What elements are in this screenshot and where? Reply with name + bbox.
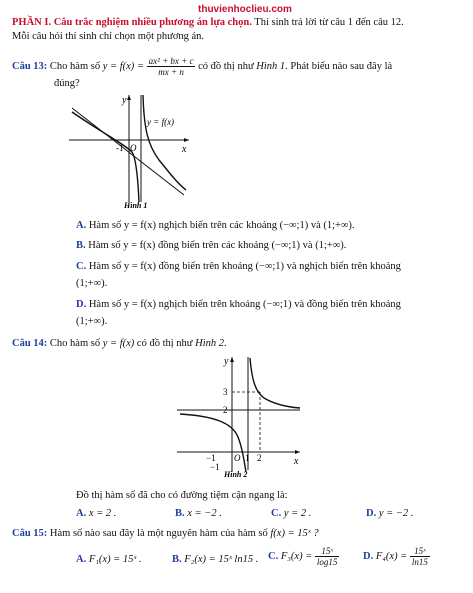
part-instruction-2: Mỗi câu hỏi thí sinh chỉ chọn một phương án. — [12, 31, 205, 42]
question-14-figure-ref: Hình 2 — [195, 338, 224, 349]
option-lhs: F₃(x) = — [280, 550, 313, 562]
option-lhs: F₄(x) = — [375, 550, 408, 562]
figure-1-tick-neg1: -1 — [116, 143, 124, 153]
question-13-option-c[interactable] — [76, 261, 401, 272]
figure-1-x-arrow — [184, 138, 189, 142]
option-text: F₂(x) = 15ˣ ln15 . — [184, 554, 259, 565]
question-14-option-c[interactable] — [271, 508, 311, 519]
option-text: y = −2 . — [378, 508, 414, 519]
option-key: D. — [76, 299, 87, 310]
question-13-numerator: ax² + bx + c — [148, 56, 194, 66]
option-key: D. — [366, 508, 377, 519]
figure-2-x-label: x — [294, 456, 299, 467]
figure-1-y-label: y — [122, 95, 127, 106]
question-14-label: Câu 14: — [12, 338, 48, 349]
option-text: Hàm số y = f(x) nghịch biến trên các khoảng (−∞;1) và (1;+∞). — [88, 220, 355, 231]
question-13-option-d[interactable] — [76, 299, 401, 310]
option-key: A. — [76, 554, 87, 565]
option-numerator: 15ˣ — [315, 546, 340, 557]
figure-2-curve-right — [250, 358, 300, 408]
figure-1-x-label: x — [182, 144, 187, 155]
question-15-option-d[interactable] — [363, 546, 430, 567]
option-denominator: ln15 — [411, 557, 428, 567]
question-13-stem — [12, 56, 392, 77]
question-13-option-c-line2: (1;+∞). — [76, 278, 108, 289]
question-15-option-a[interactable] — [76, 554, 142, 565]
option-text: x = 2 . — [88, 508, 117, 519]
question-15-option-b[interactable] — [172, 554, 258, 565]
figure-2-x-arrow — [295, 450, 300, 454]
option-fraction — [315, 546, 340, 567]
question-15-text: Hàm số nào sau đây là một nguyên hàm của hàm số — [49, 528, 268, 539]
option-key: A. — [76, 508, 87, 519]
question-13-option-b[interactable] — [76, 240, 346, 251]
option-key: B. — [76, 240, 86, 251]
figure-2-y-arrow — [230, 357, 234, 362]
question-14-text-b: có đồ thị như — [136, 338, 193, 349]
question-14-func: y = f(x) — [102, 338, 135, 349]
figure-2-graph — [172, 352, 307, 480]
option-key: C. — [271, 508, 282, 519]
question-15-label: Câu 15: — [12, 528, 48, 539]
question-13-option-a[interactable] — [76, 220, 355, 231]
figure-2-tick-xneg1: −1 — [206, 453, 216, 463]
figure-1-caption: Hình 1 — [124, 201, 148, 210]
option-key: C. — [76, 261, 87, 272]
option-text: Hàm số y = f(x) đồng biến trên các khoảng (−∞;1) và (1;+∞). — [88, 240, 347, 251]
figure-2-tick-x2: 2 — [257, 453, 262, 463]
option-text: Hàm số y = f(x) đồng biến trên khoảng (−∞;1) và nghịch biến trên khoảng — [88, 261, 401, 272]
figure-1-curve-right — [143, 95, 186, 190]
figure-2-tick-y3: 3 — [223, 387, 228, 397]
figure-2-tick-yneg1: −1 — [210, 462, 220, 472]
figure-2-y-label: y — [224, 356, 229, 367]
question-13-text-c: . Phát biểu nào sau đây là — [285, 60, 393, 72]
question-14-option-b[interactable] — [175, 508, 222, 519]
question-13-text-b: có đồ thị như — [198, 60, 254, 72]
question-13-text-a: Cho hàm số — [49, 60, 101, 72]
question-14-option-a[interactable] — [76, 508, 116, 519]
figure-2-caption: Hình 2 — [224, 470, 248, 479]
question-13-text-d: đúng? — [54, 78, 80, 89]
question-14-stem: Câu 14: Cho hàm số y = f(x) có đồ thị như Hình 2. — [12, 338, 227, 349]
question-13-label: Câu 13: — [12, 60, 48, 72]
option-key: B. — [175, 508, 185, 519]
option-key: C. — [268, 550, 279, 562]
site-watermark: thuvienhoclieu.com — [198, 4, 292, 15]
option-key: D. — [363, 550, 374, 562]
figure-2-tick-x1: 1 — [245, 453, 250, 463]
question-13-func: y = f(x) = — [102, 60, 144, 72]
option-numerator: 15ˣ — [410, 546, 430, 557]
question-15-option-c[interactable] — [268, 546, 339, 567]
option-fraction — [410, 546, 430, 567]
figure-1-y-arrow — [127, 95, 131, 100]
figure-2-tick-y2: 2 — [223, 405, 228, 415]
option-key: A. — [76, 220, 87, 231]
question-13-fraction — [147, 56, 196, 77]
question-14-option-d[interactable] — [366, 508, 413, 519]
option-text: y = 2 . — [283, 508, 312, 519]
question-14-text-a: Cho hàm số — [49, 338, 101, 349]
question-15-stem — [12, 528, 319, 539]
question-15-func: f(x) = 15ˣ ? — [270, 528, 319, 539]
question-13-option-d-line2: (1;+∞). — [76, 316, 108, 327]
option-text: F₁(x) = 15ˣ . — [88, 554, 142, 565]
part-title: PHẦN I. Câu trắc nghiệm nhiều phương án lựa chọn. — [12, 17, 252, 28]
part-instruction: Thí sinh trả lời từ câu 1 đến câu 12. — [254, 17, 404, 28]
question-13-figure-ref: Hình 1 — [256, 60, 286, 72]
option-text: x = −2 . — [187, 508, 222, 519]
question-13-denominator: mx + n — [158, 67, 184, 77]
part-heading — [12, 17, 404, 28]
figure-2-origin: O — [234, 453, 241, 463]
figure-1-curve-label: y = f(x) — [147, 117, 175, 127]
option-text: Hàm số y = f(x) nghịch biến trên khoảng (−∞;1) và đồng biến trên khoảng — [88, 299, 401, 310]
option-denominator: log15 — [316, 557, 338, 567]
question-14-question: Đồ thị hàm số đã cho có đường tiệm cận ngang là: — [76, 490, 288, 501]
figure-1-origin: O — [130, 143, 137, 153]
option-key: B. — [172, 554, 182, 565]
figure-1-graph — [64, 90, 194, 215]
